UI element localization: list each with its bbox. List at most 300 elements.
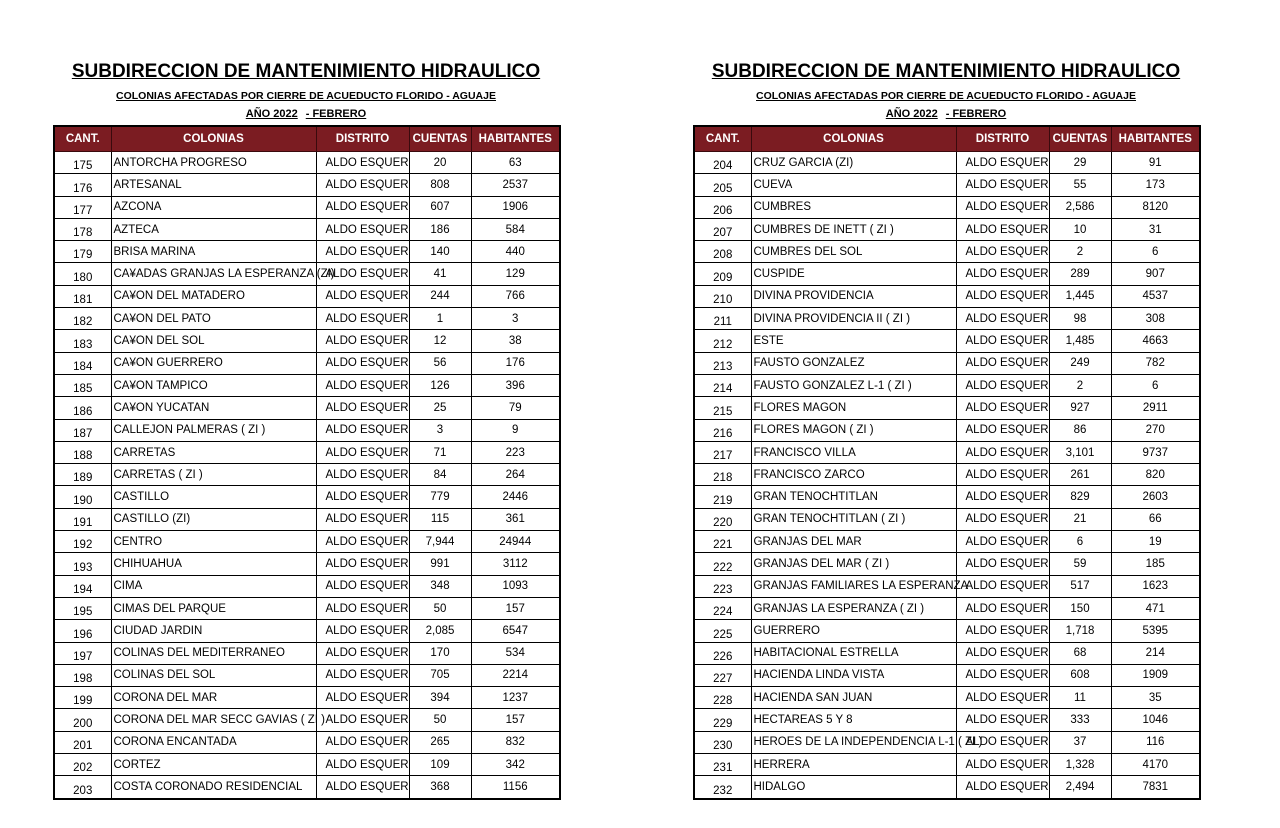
cell-colonia: GRAN TENOCHTITLAN xyxy=(751,486,956,508)
cell-distrito: ALDO ESQUER xyxy=(956,196,1049,218)
cell-cant: 226 xyxy=(694,642,751,664)
cell-habitantes: 5395 xyxy=(1111,620,1200,642)
cell-cuentas: 71 xyxy=(409,441,471,463)
colonias-table-left xyxy=(53,125,561,800)
cell-cant: 181 xyxy=(54,285,111,307)
cell-colonia: CARRETAS xyxy=(111,441,316,463)
table-row xyxy=(694,553,1200,575)
cell-cuentas: 608 xyxy=(1049,664,1111,686)
table-row xyxy=(54,553,560,575)
table-row xyxy=(54,308,560,330)
cell-cuentas: 244 xyxy=(409,285,471,307)
cell-cuentas: 2,085 xyxy=(409,620,471,642)
table-row xyxy=(694,531,1200,553)
cell-colonia: HACIENDA SAN JUAN xyxy=(751,687,956,709)
cell-distrito: ALDO ESQUER xyxy=(956,152,1049,174)
cell-cant: 184 xyxy=(54,352,111,374)
cell-cant: 179 xyxy=(54,241,111,263)
table-row xyxy=(694,687,1200,709)
cell-cuentas: 84 xyxy=(409,464,471,486)
cell-habitantes: 24944 xyxy=(471,531,560,553)
cell-colonia: COLINAS DEL MEDITERRANEO xyxy=(111,642,316,664)
table-row xyxy=(54,620,560,642)
cell-distrito: ALDO ESQUER xyxy=(316,597,409,619)
period-year: AÑO 2022 xyxy=(885,108,938,120)
cell-colonia: CA¥ON DEL SOL xyxy=(111,330,316,352)
table-row xyxy=(54,263,560,285)
cell-habitantes: 157 xyxy=(471,597,560,619)
cell-cant: 213 xyxy=(694,352,751,374)
cell-cuentas: 2,586 xyxy=(1049,196,1111,218)
table-row xyxy=(54,419,560,441)
cell-habitantes: 9 xyxy=(471,419,560,441)
cell-colonia: ESTE xyxy=(751,330,956,352)
column-header-cuentas: CUENTAS xyxy=(409,126,471,152)
cell-habitantes: 832 xyxy=(471,731,560,753)
cell-colonia: CIUDAD JARDIN xyxy=(111,620,316,642)
column-header-colonias: COLONIAS xyxy=(751,126,956,152)
cell-cuentas: 779 xyxy=(409,486,471,508)
cell-colonia: AZTECA xyxy=(111,218,316,240)
cell-cuentas: 41 xyxy=(409,263,471,285)
column-header-colonias: COLONIAS xyxy=(111,126,316,152)
cell-distrito: ALDO ESQUER xyxy=(316,731,409,753)
cell-cant: 177 xyxy=(54,196,111,218)
cell-distrito: ALDO ESQUER xyxy=(956,464,1049,486)
cell-cuentas: 56 xyxy=(409,352,471,374)
cell-distrito: ALDO ESQUER xyxy=(316,241,409,263)
period-month: - FEBRERO xyxy=(945,108,1007,120)
table-row xyxy=(54,486,560,508)
cell-habitantes: 129 xyxy=(471,263,560,285)
cell-habitantes: 1093 xyxy=(471,575,560,597)
cell-colonia: BRISA MARINA xyxy=(111,241,316,263)
cell-distrito: ALDO ESQUER xyxy=(956,352,1049,374)
table-row xyxy=(694,218,1200,240)
cell-habitantes: 440 xyxy=(471,241,560,263)
cell-habitantes: 35 xyxy=(1111,687,1200,709)
cell-cant: 205 xyxy=(694,174,751,196)
cell-cuentas: 607 xyxy=(409,196,471,218)
cell-cant: 232 xyxy=(694,776,751,799)
report-period xyxy=(693,106,1199,122)
cell-distrito: ALDO ESQUER xyxy=(316,531,409,553)
cell-habitantes: 396 xyxy=(471,374,560,396)
cell-cuentas: 333 xyxy=(1049,709,1111,731)
cell-distrito: ALDO ESQUER xyxy=(956,330,1049,352)
table-row xyxy=(694,597,1200,619)
cell-cuentas: 10 xyxy=(1049,218,1111,240)
cell-habitantes: 534 xyxy=(471,642,560,664)
cell-colonia: FAUSTO GONZALEZ xyxy=(751,352,956,374)
cell-cuentas: 368 xyxy=(409,776,471,799)
table-row xyxy=(54,441,560,463)
cell-cuentas: 829 xyxy=(1049,486,1111,508)
cell-habitantes: 1909 xyxy=(1111,664,1200,686)
cell-habitantes: 6 xyxy=(1111,241,1200,263)
cell-distrito: ALDO ESQUER xyxy=(316,330,409,352)
table-row xyxy=(54,218,560,240)
cell-habitantes: 264 xyxy=(471,464,560,486)
table-row xyxy=(694,642,1200,664)
cell-cant: 192 xyxy=(54,531,111,553)
cell-cuentas: 98 xyxy=(1049,308,1111,330)
table-row xyxy=(694,174,1200,196)
cell-colonia: CORONA DEL MAR SECC GAVIAS ( ZI ) xyxy=(111,709,316,731)
cell-habitantes: 157 xyxy=(471,709,560,731)
cell-habitantes: 270 xyxy=(1111,419,1200,441)
table-row xyxy=(54,285,560,307)
table-row xyxy=(694,241,1200,263)
table-row xyxy=(694,285,1200,307)
cell-cuentas: 68 xyxy=(1049,642,1111,664)
cell-habitantes: 19 xyxy=(1111,531,1200,553)
cell-cuentas: 2 xyxy=(1049,241,1111,263)
cell-habitantes: 223 xyxy=(471,441,560,463)
cell-distrito: ALDO ESQUER xyxy=(956,419,1049,441)
cell-distrito: ALDO ESQUER xyxy=(316,620,409,642)
cell-colonia: CHIHUAHUA xyxy=(111,553,316,575)
left-report-panel xyxy=(53,60,559,800)
cell-distrito: ALDO ESQUER xyxy=(956,308,1049,330)
report-title: SUBDIRECCION DE MANTENIMIENTO HIDRAULICO xyxy=(711,61,1181,82)
cell-cuentas: 50 xyxy=(409,709,471,731)
cell-distrito: ALDO ESQUER xyxy=(956,397,1049,419)
period-month: - FEBRERO xyxy=(305,108,367,120)
cell-colonia: GRANJAS DEL MAR ( ZI ) xyxy=(751,553,956,575)
cell-colonia: COLINAS DEL SOL xyxy=(111,664,316,686)
cell-cuentas: 126 xyxy=(409,374,471,396)
cell-colonia: CA¥ON TAMPICO xyxy=(111,374,316,396)
table-row xyxy=(694,374,1200,396)
cell-habitantes: 471 xyxy=(1111,597,1200,619)
cell-distrito: ALDO ESQUER xyxy=(956,531,1049,553)
cell-cant: 182 xyxy=(54,308,111,330)
right-report-panel xyxy=(693,60,1199,800)
cell-cant: 202 xyxy=(54,754,111,776)
column-header-cant: CANT. xyxy=(54,126,111,152)
cell-habitantes: 185 xyxy=(1111,553,1200,575)
cell-colonia: AZCONA xyxy=(111,196,316,218)
table-row xyxy=(694,464,1200,486)
cell-colonia: CUSPIDE xyxy=(751,263,956,285)
cell-colonia: ANTORCHA PROGRESO xyxy=(111,152,316,174)
cell-colonia: HERRERA xyxy=(751,754,956,776)
cell-cuentas: 1,445 xyxy=(1049,285,1111,307)
cell-habitantes: 31 xyxy=(1111,218,1200,240)
cell-cant: 228 xyxy=(694,687,751,709)
cell-colonia: DIVINA PROVIDENCIA II ( ZI ) xyxy=(751,308,956,330)
cell-cant: 214 xyxy=(694,374,751,396)
cell-habitantes: 66 xyxy=(1111,508,1200,530)
cell-cuentas: 1,718 xyxy=(1049,620,1111,642)
cell-distrito: ALDO ESQUER xyxy=(316,152,409,174)
table-row xyxy=(694,776,1200,799)
cell-habitantes: 6 xyxy=(1111,374,1200,396)
cell-distrito: ALDO ESQUER xyxy=(956,174,1049,196)
cell-distrito: ALDO ESQUER xyxy=(956,553,1049,575)
table-row xyxy=(54,776,560,799)
cell-distrito: ALDO ESQUER xyxy=(316,263,409,285)
cell-cuentas: 86 xyxy=(1049,419,1111,441)
cell-colonia: ARTESANAL xyxy=(111,174,316,196)
cell-cuentas: 2 xyxy=(1049,374,1111,396)
table-row xyxy=(54,374,560,396)
cell-cant: 194 xyxy=(54,575,111,597)
cell-distrito: ALDO ESQUER xyxy=(956,731,1049,753)
cell-cant: 193 xyxy=(54,553,111,575)
table-row xyxy=(54,597,560,619)
cell-cant: 197 xyxy=(54,642,111,664)
cell-cant: 207 xyxy=(694,218,751,240)
cell-colonia: CALLEJON PALMERAS ( ZI ) xyxy=(111,419,316,441)
cell-colonia: CIMAS DEL PARQUE xyxy=(111,597,316,619)
cell-distrito: ALDO ESQUER xyxy=(316,508,409,530)
table-row xyxy=(54,642,560,664)
cell-cuentas: 705 xyxy=(409,664,471,686)
cell-cuentas: 11 xyxy=(1049,687,1111,709)
cell-colonia: CASTILLO xyxy=(111,486,316,508)
cell-cant: 175 xyxy=(54,152,111,174)
column-header-distrito: DISTRITO xyxy=(316,126,409,152)
cell-distrito: ALDO ESQUER xyxy=(316,441,409,463)
table-row xyxy=(54,241,560,263)
cell-colonia: GUERRERO xyxy=(751,620,956,642)
cell-distrito: ALDO ESQUER xyxy=(316,664,409,686)
cell-cuentas: 517 xyxy=(1049,575,1111,597)
table-row xyxy=(694,508,1200,530)
cell-colonia: CENTRO xyxy=(111,531,316,553)
table-row xyxy=(54,731,560,753)
cell-distrito: ALDO ESQUER xyxy=(956,620,1049,642)
cell-cant: 219 xyxy=(694,486,751,508)
cell-colonia: FRANCISCO ZARCO xyxy=(751,464,956,486)
cell-colonia: CARRETAS ( ZI ) xyxy=(111,464,316,486)
cell-habitantes: 173 xyxy=(1111,174,1200,196)
cell-cuentas: 265 xyxy=(409,731,471,753)
table-row xyxy=(54,464,560,486)
cell-habitantes: 9737 xyxy=(1111,441,1200,463)
cell-cuentas: 115 xyxy=(409,508,471,530)
cell-distrito: ALDO ESQUER xyxy=(956,508,1049,530)
cell-cant: 222 xyxy=(694,553,751,575)
cell-cant: 203 xyxy=(54,776,111,799)
table-row xyxy=(694,664,1200,686)
cell-cant: 209 xyxy=(694,263,751,285)
cell-colonia: CORTEZ xyxy=(111,754,316,776)
cell-distrito: ALDO ESQUER xyxy=(316,464,409,486)
cell-cuentas: 2,494 xyxy=(1049,776,1111,799)
table-row xyxy=(54,196,560,218)
cell-colonia: CUMBRES DEL SOL xyxy=(751,241,956,263)
cell-distrito: ALDO ESQUER xyxy=(956,374,1049,396)
cell-cant: 223 xyxy=(694,575,751,597)
cell-distrito: ALDO ESQUER xyxy=(956,486,1049,508)
cell-distrito: ALDO ESQUER xyxy=(316,754,409,776)
cell-habitantes: 3 xyxy=(471,308,560,330)
cell-habitantes: 2603 xyxy=(1111,486,1200,508)
cell-habitantes: 91 xyxy=(1111,152,1200,174)
cell-colonia: CA¥ON DEL MATADERO xyxy=(111,285,316,307)
table-row xyxy=(54,575,560,597)
table-row xyxy=(54,531,560,553)
cell-colonia: HACIENDA LINDA VISTA xyxy=(751,664,956,686)
cell-cant: 176 xyxy=(54,174,111,196)
cell-habitantes: 308 xyxy=(1111,308,1200,330)
cell-colonia: GRANJAS LA ESPERANZA ( ZI ) xyxy=(751,597,956,619)
cell-cant: 230 xyxy=(694,731,751,753)
cell-cant: 185 xyxy=(54,374,111,396)
cell-colonia: HEROES DE LA INDEPENDENCIA L-1 ( ZI ) xyxy=(751,731,956,753)
cell-habitantes: 4170 xyxy=(1111,754,1200,776)
cell-distrito: ALDO ESQUER xyxy=(956,263,1049,285)
cell-colonia: CORONA DEL MAR xyxy=(111,687,316,709)
cell-cuentas: 55 xyxy=(1049,174,1111,196)
cell-distrito: ALDO ESQUER xyxy=(316,352,409,374)
cell-distrito: ALDO ESQUER xyxy=(316,174,409,196)
report-title: SUBDIRECCION DE MANTENIMIENTO HIDRAULICO xyxy=(71,61,541,82)
cell-distrito: ALDO ESQUER xyxy=(316,285,409,307)
cell-cuentas: 21 xyxy=(1049,508,1111,530)
report-subtitle: COLONIAS AFECTADAS POR CIERRE DE ACUEDUCTO FLORIDO - AGUAJE xyxy=(116,90,496,102)
cell-cant: 196 xyxy=(54,620,111,642)
colonias-table-right xyxy=(693,125,1201,800)
cell-cant: 206 xyxy=(694,196,751,218)
cell-distrito: ALDO ESQUER xyxy=(316,397,409,419)
cell-colonia: CUEVA xyxy=(751,174,956,196)
column-header-distrito: DISTRITO xyxy=(956,126,1049,152)
cell-distrito: ALDO ESQUER xyxy=(316,196,409,218)
table-row xyxy=(54,508,560,530)
cell-habitantes: 1906 xyxy=(471,196,560,218)
cell-cant: 195 xyxy=(54,597,111,619)
cell-habitantes: 342 xyxy=(471,754,560,776)
cell-cuentas: 109 xyxy=(409,754,471,776)
cell-cuentas: 249 xyxy=(1049,352,1111,374)
cell-distrito: ALDO ESQUER xyxy=(956,575,1049,597)
cell-cuentas: 1,328 xyxy=(1049,754,1111,776)
cell-distrito: ALDO ESQUER xyxy=(316,218,409,240)
cell-habitantes: 1046 xyxy=(1111,709,1200,731)
cell-cant: 208 xyxy=(694,241,751,263)
cell-cuentas: 991 xyxy=(409,553,471,575)
cell-cant: 201 xyxy=(54,731,111,753)
cell-habitantes: 2537 xyxy=(471,174,560,196)
cell-habitantes: 214 xyxy=(1111,642,1200,664)
cell-habitantes: 766 xyxy=(471,285,560,307)
cell-colonia: GRANJAS DEL MAR xyxy=(751,531,956,553)
cell-cant: 191 xyxy=(54,508,111,530)
table-row xyxy=(54,330,560,352)
cell-cuentas: 348 xyxy=(409,575,471,597)
cell-cant: 188 xyxy=(54,441,111,463)
cell-colonia: CUMBRES DE INETT ( ZI ) xyxy=(751,218,956,240)
table-row xyxy=(694,196,1200,218)
table-row xyxy=(694,152,1200,174)
cell-cant: 187 xyxy=(54,419,111,441)
table-row xyxy=(694,419,1200,441)
cell-habitantes: 116 xyxy=(1111,731,1200,753)
table-row xyxy=(694,486,1200,508)
cell-colonia: CA¥ON YUCATAN xyxy=(111,397,316,419)
cell-cant: 215 xyxy=(694,397,751,419)
cell-distrito: ALDO ESQUER xyxy=(316,642,409,664)
cell-colonia: CA¥ON GUERRERO xyxy=(111,352,316,374)
cell-cant: 178 xyxy=(54,218,111,240)
column-header-cant: CANT. xyxy=(694,126,751,152)
cell-cuentas: 3 xyxy=(409,419,471,441)
cell-distrito: ALDO ESQUER xyxy=(956,642,1049,664)
cell-cuentas: 37 xyxy=(1049,731,1111,753)
cell-distrito: ALDO ESQUER xyxy=(316,575,409,597)
cell-colonia: DIVINA PROVIDENCIA xyxy=(751,285,956,307)
cell-habitantes: 1156 xyxy=(471,776,560,799)
cell-distrito: ALDO ESQUER xyxy=(956,754,1049,776)
cell-habitantes: 1623 xyxy=(1111,575,1200,597)
cell-colonia: CASTILLO (ZI) xyxy=(111,508,316,530)
cell-cuentas: 25 xyxy=(409,397,471,419)
cell-cuentas: 140 xyxy=(409,241,471,263)
cell-distrito: ALDO ESQUER xyxy=(956,687,1049,709)
cell-cant: 212 xyxy=(694,330,751,352)
cell-colonia: GRAN TENOCHTITLAN ( ZI ) xyxy=(751,508,956,530)
cell-cant: 186 xyxy=(54,397,111,419)
cell-cuentas: 927 xyxy=(1049,397,1111,419)
cell-colonia: CA¥ADAS GRANJAS LA ESPERANZA (ZI) xyxy=(111,263,316,285)
cell-habitantes: 2446 xyxy=(471,486,560,508)
cell-distrito: ALDO ESQUER xyxy=(316,709,409,731)
cell-cuentas: 1 xyxy=(409,308,471,330)
cell-cant: 217 xyxy=(694,441,751,463)
table-row xyxy=(54,687,560,709)
table-row xyxy=(694,397,1200,419)
cell-habitantes: 584 xyxy=(471,218,560,240)
cell-cuentas: 20 xyxy=(409,152,471,174)
cell-cuentas: 289 xyxy=(1049,263,1111,285)
report-period xyxy=(53,106,559,122)
cell-habitantes: 79 xyxy=(471,397,560,419)
cell-cant: 210 xyxy=(694,285,751,307)
cell-distrito: ALDO ESQUER xyxy=(316,687,409,709)
cell-cant: 216 xyxy=(694,419,751,441)
cell-cuentas: 12 xyxy=(409,330,471,352)
table-body-right xyxy=(694,152,1200,799)
cell-distrito: ALDO ESQUER xyxy=(316,776,409,799)
cell-colonia: CORONA ENCANTADA xyxy=(111,731,316,753)
table-row xyxy=(54,352,560,374)
table-row xyxy=(54,709,560,731)
cell-distrito: ALDO ESQUER xyxy=(956,285,1049,307)
cell-cant: 183 xyxy=(54,330,111,352)
cell-colonia: COSTA CORONADO RESIDENCIAL xyxy=(111,776,316,799)
table-row xyxy=(54,664,560,686)
table-row xyxy=(54,174,560,196)
cell-cant: 221 xyxy=(694,531,751,553)
cell-distrito: ALDO ESQUER xyxy=(316,419,409,441)
cell-distrito: ALDO ESQUER xyxy=(316,308,409,330)
cell-cant: 227 xyxy=(694,664,751,686)
cell-cuentas: 1,485 xyxy=(1049,330,1111,352)
cell-distrito: ALDO ESQUER xyxy=(956,218,1049,240)
cell-cant: 200 xyxy=(54,709,111,731)
cell-cant: 199 xyxy=(54,687,111,709)
cell-cant: 220 xyxy=(694,508,751,530)
cell-cant: 198 xyxy=(54,664,111,686)
column-header-habitantes: HABITANTES xyxy=(1111,126,1200,152)
cell-colonia: CUMBRES xyxy=(751,196,956,218)
cell-cuentas: 186 xyxy=(409,218,471,240)
cell-cuentas: 170 xyxy=(409,642,471,664)
